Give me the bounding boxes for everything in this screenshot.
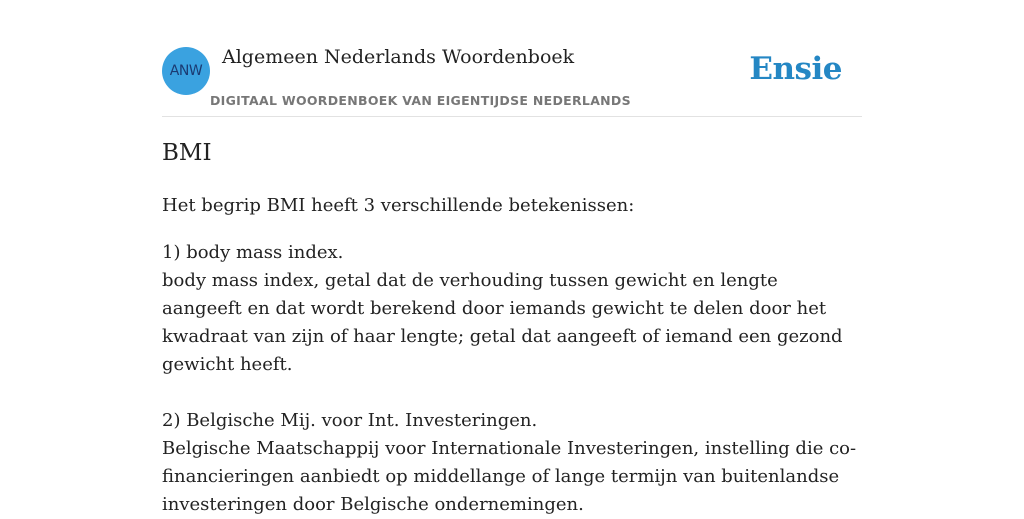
meaning-item	[162, 239, 862, 379]
logo-text: ANW	[169, 63, 203, 79]
meaning-item	[162, 407, 862, 519]
entry-intro: Het begrip BMI heeft 3 verschillende betekenissen:	[162, 195, 635, 216]
entry-headword: BMI	[162, 140, 212, 166]
ensie-brand-logo[interactable]: Ensie	[749, 51, 842, 87]
meaning-heading: 1) body mass index.	[162, 242, 344, 263]
meaning-heading: 2) Belgische Mij. voor Int. Investeringen.	[162, 410, 538, 431]
site-title[interactable]: Algemeen Nederlands Woordenboek	[222, 46, 575, 68]
site-subtitle: DIGITAAL WOORDENBOEK VAN EIGENTIJDSE NEDERLANDS	[210, 93, 631, 108]
meaning-definition: Belgische Maatschappij voor Internationale Investeringen, instelling die co-financieringen aanbiedt op middellange of lange termijn van buitenlandse investeringen door Belgische ondernemingen.	[162, 438, 857, 515]
meaning-definition: body mass index, getal dat de verhouding tussen gewicht en lengte aangeeft en dat wordt berekend door iemands gewicht te delen door het kwadraat van zijn of haar lengte; getal dat aangeeft of iemand een gezond gewicht heeft.	[162, 270, 843, 375]
anw-logo[interactable]	[162, 47, 210, 95]
entry-content	[162, 192, 862, 519]
site-header	[162, 0, 862, 117]
